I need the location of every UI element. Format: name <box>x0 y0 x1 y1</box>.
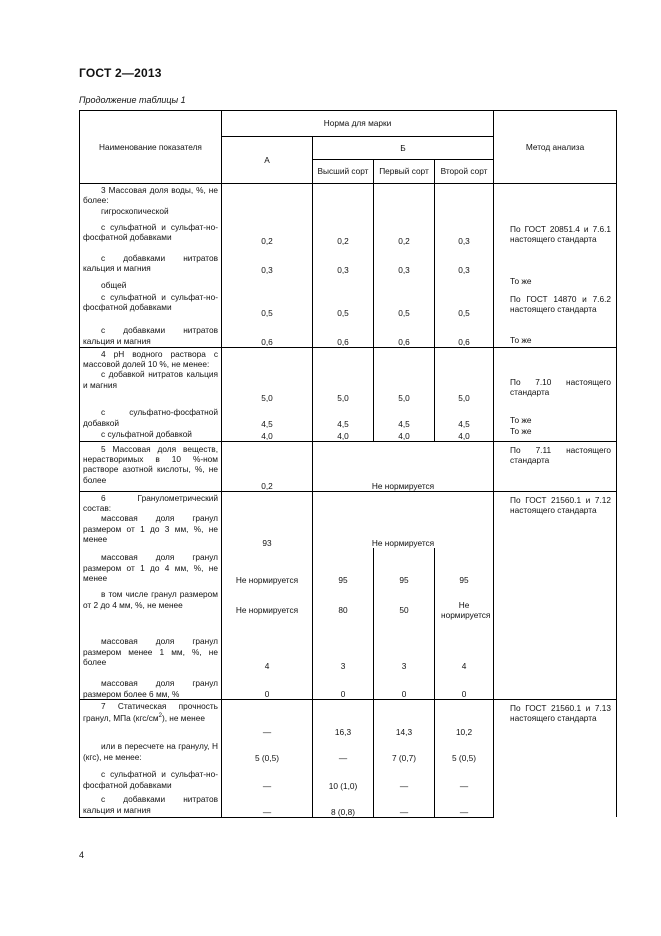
value-top: 0,3 <box>313 247 374 276</box>
value-second: 4,5 <box>435 403 494 429</box>
value-a: Не нормируется <box>222 585 313 628</box>
value-second: 10,2 <box>435 699 494 737</box>
value-b-merged: Не нормируется <box>313 441 494 491</box>
page-number: 4 <box>79 850 85 860</box>
value-second: Не нормируется <box>435 585 494 628</box>
method-cell: По ГОСТ 14870 и 7.6.2 настоящего стандарта То же <box>494 291 617 348</box>
row-name: с добавками нитратов кальция и магния <box>80 791 222 817</box>
value-second: 0,6 <box>435 318 494 347</box>
value-second: 0,5 <box>435 291 494 319</box>
value-top: 0 <box>313 671 374 699</box>
value-top: 95 <box>313 548 374 585</box>
value-a: 4,0 <box>222 429 313 441</box>
row-name: массовая доля гранул размером от 1 до 4 мм, %, не менее <box>80 548 222 585</box>
row-name: с добавками нитратов кальция и магния <box>80 318 222 347</box>
value-top: 80 <box>313 585 374 628</box>
value-first: 0 <box>374 671 435 699</box>
row-title: 6 Гранулометрический состав: массовая доля гранул размером от 1 до 3 мм, %, не менее <box>80 491 222 548</box>
value-a: 4 <box>222 628 313 671</box>
row-name: или в пересчете на гранулу, Н (кгс), не менее: <box>80 737 222 763</box>
header-method: Метод анализа <box>494 111 617 184</box>
value-a: Не нормируется <box>222 548 313 585</box>
value-a: 0,5 <box>222 291 313 319</box>
value-first: 0,6 <box>374 318 435 347</box>
row-name: с сульфатной добавкой <box>80 429 222 441</box>
value-first: — <box>374 791 435 817</box>
row-name: с сульфатной и сульфат-но-фосфатной добавками <box>80 221 222 247</box>
value-top: 4,0 <box>313 429 374 441</box>
value-a: 4,5 <box>222 403 313 429</box>
value-a: 0,2 <box>222 221 313 247</box>
method-cell: По ГОСТ 21560.1 и 7.13 настоящего стандарта <box>494 699 617 817</box>
value-second: 4,0 <box>435 429 494 441</box>
method-cell: По ГОСТ 20851.4 и 7.6.1 настоящего стандарта То же <box>494 184 617 291</box>
value-second: 0 <box>435 671 494 699</box>
value-a: 5,0 <box>222 347 313 403</box>
value-top: 0,5 <box>313 291 374 319</box>
value-second: 4 <box>435 628 494 671</box>
row-title: 5 Массовая доля веществ, нерастворимых в 10 %-ном растворе азотной кислоты, %, не более <box>80 441 222 491</box>
value-first: — <box>374 763 435 791</box>
value-second: — <box>435 763 494 791</box>
row-name: с сульфатно-фосфатной добавкой <box>80 403 222 429</box>
value-a: — <box>222 791 313 817</box>
value-top: — <box>313 737 374 763</box>
row-title: 7 Статическая прочность гранул, МПа $(кгс/см^2)$, не менее <box>80 699 222 737</box>
value-second: 5 (0,5) <box>435 737 494 763</box>
value-first: 5,0 <box>374 347 435 403</box>
value-top: 16,3 <box>313 699 374 737</box>
document-title: ГОСТ 2—2013 <box>79 66 162 80</box>
value-top: 3 <box>313 628 374 671</box>
row-name: с сульфатной и сульфат-но-фосфатной добавками <box>80 763 222 791</box>
value-a: — <box>222 763 313 791</box>
header-norm: Норма для марки <box>222 111 494 137</box>
value-first: 14,3 <box>374 699 435 737</box>
row-title: 3 Массовая доля воды, %, не более: гигроскопической <box>80 184 222 221</box>
value-a: 93 <box>222 491 313 548</box>
header-indicator-name: Наименование показателя <box>80 111 222 184</box>
header-mark-a: А <box>222 137 313 184</box>
value-second: 5,0 <box>435 347 494 403</box>
specification-table <box>79 110 617 818</box>
row-title: 4 pH водного раствора с массовой долей 10 %, не менее: с добавкой нитратов кальция и магния <box>80 347 222 403</box>
header-sort-first: Первый сорт <box>374 160 435 184</box>
row-name: с сульфатной и сульфат-но-фосфатной добавками <box>80 291 222 319</box>
value-a: — <box>222 699 313 737</box>
header-mark-b: Б <box>313 137 494 160</box>
row-name: массовая доля гранул размером более 6 мм, % <box>80 671 222 699</box>
value-first: 4,5 <box>374 403 435 429</box>
method-cell: По 7.11 настоящего стандарта <box>494 441 617 491</box>
value-top: 8 (0,8) <box>313 791 374 817</box>
value-top: 5,0 <box>313 347 374 403</box>
row-name: в том числе гранул размером от 2 до 4 мм, %, не менее <box>80 585 222 628</box>
value-top: 0,6 <box>313 318 374 347</box>
value-second: 95 <box>435 548 494 585</box>
row-name: с добавками нитратов кальция и магния <box>80 247 222 276</box>
value-first: 95 <box>374 548 435 585</box>
value-top: 4,5 <box>313 403 374 429</box>
value-first: 50 <box>374 585 435 628</box>
value-first: 0,5 <box>374 291 435 319</box>
value-second: 0,3 <box>435 221 494 247</box>
header-sort-top: Высший сорт <box>313 160 374 184</box>
value-a: 0,2 <box>222 441 313 491</box>
value-a: 0,6 <box>222 318 313 347</box>
header-sort-second: Второй сорт <box>435 160 494 184</box>
value-first: 0,2 <box>374 221 435 247</box>
value-first: 0,3 <box>374 247 435 276</box>
value-a: 0,3 <box>222 247 313 276</box>
value-first: 3 <box>374 628 435 671</box>
row-name: общей <box>80 276 222 291</box>
value-a: 5 (0,5) <box>222 737 313 763</box>
value-first: 7 (0,7) <box>374 737 435 763</box>
value-first: 4,0 <box>374 429 435 441</box>
value-top: 0,2 <box>313 221 374 247</box>
value-top: 10 (1,0) <box>313 763 374 791</box>
method-cell: По 7.10 настоящего стандарта То же То же <box>494 347 617 441</box>
value-second: — <box>435 791 494 817</box>
value-second: 0,3 <box>435 247 494 276</box>
value-a: 0 <box>222 671 313 699</box>
method-cell: По ГОСТ 21560.1 и 7.12 настоящего стандарта <box>494 491 617 699</box>
row-name: массовая доля гранул размером менее 1 мм, %, не более <box>80 628 222 671</box>
table-continuation-caption: Продолжение таблицы 1 <box>79 95 186 105</box>
value-b-merged: Не нормируется <box>313 491 494 548</box>
